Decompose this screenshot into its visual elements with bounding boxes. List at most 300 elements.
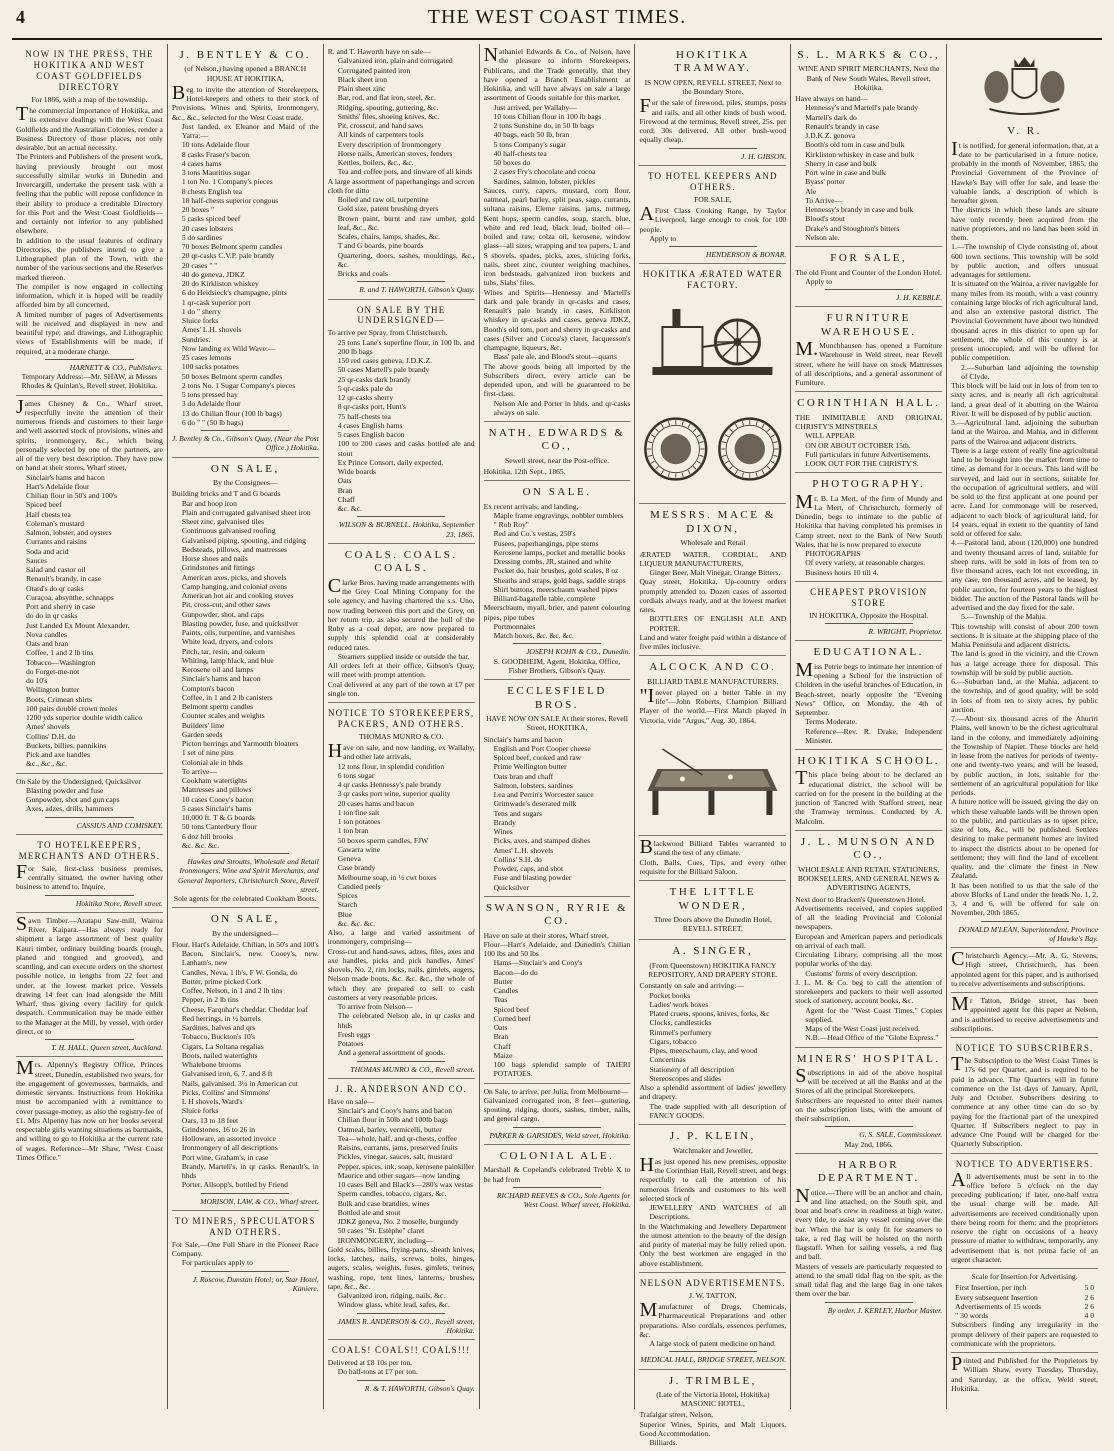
advertisement: [16, 44, 163, 396]
ad-paragraph: The compiler is now engaged in collecting information, which it is hoped will be readily afforded him by all concerned.: [16, 282, 163, 310]
ad-paragraph: Christchurch Agency.—Mr. A. G. Stevens, High street, Christchurch, has been appointed agent for this paper, and is authorised to receive advertisements and subscriptions.: [951, 951, 1098, 988]
list-item: Ames' L.H. shovels: [172, 325, 319, 334]
list-item: 100 bags splendid sample of TAIERI POTATOES.: [484, 1060, 631, 1079]
advertisement: [795, 307, 942, 392]
ad-paragraph: The land is good in the vicinity, and the Crown has a large acreage there for disposal. This township will be sold by public auction.: [951, 649, 1098, 677]
ad-footnote: S. GOODHEIM, Agent, Hokitika, Office, Fisher Brothers, Gibson's Quay.: [484, 657, 631, 676]
list-item: LOOK OUT FOR THE CHRISTY'S.: [795, 459, 942, 468]
list-item: Soda and acid: [16, 547, 163, 556]
ad-subheading: (of Nelson,) having opened a BRANCH HOUSE AT HOKITIKA,: [172, 64, 319, 83]
ad-paragraph: Nathaniel Edwards & Co., of Nelson, have the pleasure to inform Storekeepers, Publicans, and the Trade generally, that they have opened a Branch Establishment at Hokitika, and will have always on sale a large assortment of Goods suitable for this market.: [484, 47, 631, 103]
list-item: 50 boxes Belmont sperm candles: [172, 372, 319, 381]
advertisement: [328, 44, 475, 300]
divider: [201, 853, 289, 854]
ad-heading: HOKITIKA SCHOOL.: [795, 755, 942, 768]
list-item: Hart's Adelaide flour: [16, 482, 163, 491]
list-item: Kerosene oil and lamps: [172, 665, 319, 674]
list-item: Coleman's mustard: [16, 519, 163, 528]
ad-paragraph: Land and water freight paid within a distance of five miles inclusive.: [639, 633, 786, 652]
list-item: Currants and raisins: [16, 537, 163, 546]
advertisement: [795, 641, 942, 750]
ad-paragraph: Has just opened his new premises, opposite the Corinthian Hall, Revell street, and begs respectfully to call the attention of his numerous friends and customers to his well selected stock of: [639, 1157, 786, 1203]
list-item: Bedsteads, pillows, and mattresses: [172, 545, 319, 554]
list-item: And a general assortment of goods.: [328, 1048, 475, 1057]
list-item: Maps of the West Coast just received.: [795, 1024, 942, 1033]
ad-paragraph: Miss Petrie begs to intimate her intention of opening a School for the instruction of Children in the useful branches of Education, in Beach-street, nearly opposite the "Evening News" Office, on Monday, the 4th of September.: [795, 662, 942, 718]
advertisement: [172, 908, 319, 1211]
list-item: Blasting powder, fuse, and quicksilver: [172, 619, 319, 628]
list-item: 13 do Chilian flour (100 lb bags): [172, 409, 319, 418]
list-item: Melbourne soap, in ½ cwt boxes: [328, 873, 475, 882]
advertisement: [172, 458, 319, 909]
list-item: Ironmongery of all descriptions: [172, 1143, 319, 1152]
rate-row: [951, 1302, 1098, 1311]
list-item: 8 chests English tea: [172, 187, 319, 196]
list-item: Sherry in case and bulk: [795, 159, 942, 168]
divider: [45, 817, 133, 818]
list-item: 4 cases English hams: [328, 421, 475, 430]
ad-footnote: Temporary Address:—Mr. SHAW, at Messrs Rhodes & Quinlan's, Revell street, Hokitika.: [16, 372, 163, 391]
list-item: Every description of Ironmongery: [328, 140, 475, 149]
list-item: 20 cases " ": [172, 261, 319, 270]
column-3: [324, 44, 480, 1409]
list-item: Hokitika, 12th Sept., 1865.: [484, 467, 631, 476]
ad-paragraph: Printed and Published for the Proprietors by William Shaw, every Tuesday, Thursday, and Saturday, at the office, Weld street, Hokitika.: [951, 1356, 1098, 1393]
ad-paragraph: Notice.—There will be an anchor and chain, and line attached, on the South spit, and boat and boat's crew in readiness at high water, every tide, to assist any vessel coming over the bar. When the bar is only fit for steamers to take, a red flag will be hoisted on the north flagstaff. When for sailing vessels, a red flag and ball.: [795, 1188, 942, 1262]
ad-paragraph: It is situated on the Wairoa, a river navigable for many miles from its mouth, with a vast country containing large blocks of rich agricultural land, and also an extensive pastoral district. The Provincial Government have about two hundred thousand acres in this district to open up for settlement, the whole of this country is at present unoccupied, and will be offered for public competition.: [951, 279, 1098, 362]
list-item: &c. &c. &c.: [172, 841, 319, 850]
ad-heading: COALS. COALS. COALS.: [328, 549, 475, 576]
list-item: To Arrive—: [795, 196, 942, 205]
list-item: Maurice and other sugars—now landing: [328, 1171, 475, 1180]
list-item: 1 ton potatoes: [328, 817, 475, 826]
list-item: JDKZ geneva, No. 2 moselle, burgundy: [328, 1217, 475, 1226]
ad-paragraph: Wines and Spirits—Hennessy and Martell's dark and pale brandy in qr-casks and cases, Renault's pale brandy in cases, Kirkliston whiskey in qr-casks and cases, geneva JDKZ, Booth's old tom, port and sherry in qr-casks and cases (Silver and Cocoa's) claret, Jacquesson's champagne, liqueurs, &c.: [484, 288, 631, 353]
list-item: do do in qr casks: [16, 611, 163, 620]
list-item: Salmon, lobster, and oysters: [16, 528, 163, 537]
list-item: Picks, axes, and stamped dishes: [484, 836, 631, 845]
list-item: Compton's bacon: [172, 684, 319, 693]
ad-heading: ECCLESFIELD BROS.: [484, 685, 631, 712]
ad-paragraph: Subscriptions in aid of the above hospital will be received at all the Banks and at the Stores of all the principal Storekeepers.: [795, 1068, 942, 1096]
list-item: 20 cases lobsters: [172, 224, 319, 233]
list-item: Customs' forms of every description.: [795, 969, 942, 978]
divider: [825, 1126, 913, 1127]
list-item: Nelson Ale and Porter in hhds. and qr-casks always on sale.: [484, 399, 631, 418]
list-item: Lea and Perrin's Worcester sauce: [484, 790, 631, 799]
ad-heading: SWANSON, RYRIE & CO.: [484, 902, 631, 929]
list-item: 5.—Township of the Mahia.: [951, 612, 1098, 621]
ad-footnote: Sole agents for the celebrated Cookham Boots.: [172, 894, 319, 903]
list-item: Apply to: [639, 234, 786, 243]
advertisement: [639, 1370, 786, 1451]
ad-paragraph: The commercial importance of Hokitika, and its extensive dealings with the West Coast Goldfields and the Australian Colonies, render a Business Directory of those places, not only desirable, but an actual necessity.: [16, 106, 163, 152]
list-item: Boots, Crimean shirts: [16, 695, 163, 704]
list-item: 25 tons Lane's superfine flour, in 100 lb. and 200 lb bags: [328, 338, 475, 357]
ad-paragraph: Sauces, curry, capers, mustard, corn flour, oatmeal, pearl barley, split peas, sago, currants, sultana raisins, Eleme raisins, jams, nutmeg, Kent hops, sperm candles, soap, starch, blue, white and red lead, black lead, boiled oil—boiled and raw, colza oil, kerosene, window glass—all sizes, wrapping and tea papers, L and S shovels, spades, picks, axes, sluicing forks, nails, sheet zinc, counter weighing machines, iron bedsteads, galvanized iron buckets and tubs, Slabs' files.: [484, 186, 631, 288]
list-item: Oats bran and chaff: [484, 772, 631, 781]
column-5: [635, 44, 791, 1409]
list-item: 1 qr-cask superior port: [172, 298, 319, 307]
list-item: Blood's stout: [795, 214, 942, 223]
list-item: 40 half-chests tea: [484, 149, 631, 158]
list-item: Pit, crosscut, and hand saws: [328, 121, 475, 130]
list-item: Have on sale at their stores, Wharf street,: [484, 931, 631, 940]
list-item: Spiced beef: [484, 1005, 631, 1014]
list-item: Of every variety, at reasonable charges.: [795, 558, 942, 567]
list-item: ÆRATED WATER, CORDIAL, AND LIQUEUR MANUFACTURERS,: [639, 550, 786, 569]
list-item: Bulk and case brandies, wines: [328, 1199, 475, 1208]
list-item: Hams—Sinclair's and Cooy's: [484, 958, 631, 967]
list-item: Oatmeal, barley, vermicelli, butter: [328, 1125, 475, 1134]
list-item: PHOTOGRAPHS: [795, 549, 942, 558]
ad-paragraph: James Chesney & Co., Wharf street, respectfully invite the attention of their numerous friends and customers to their large and well assorted stock of provisions, wines and spirits, ironmongery, &c., which being personally selected by one of the partners, are all of the very best description. They have now on hand at their stores, Wharf street,: [16, 399, 163, 473]
list-item: Coffee, 1 and 2 lb tins: [16, 648, 163, 657]
list-item: Gold size, patent brushing dryers: [328, 204, 475, 213]
ad-signature: J. H. GIBSON.: [639, 152, 786, 161]
list-item: N.B.—Head Office of the "Globe Express.": [795, 1033, 942, 1042]
list-item: Sundries.: [172, 335, 319, 344]
medal-seal-icon: [716, 403, 784, 495]
list-item: Potatoes: [328, 1039, 475, 1048]
divider: [825, 623, 913, 624]
list-item: 150 red cases geneva, J.D.K.Z.: [328, 356, 475, 365]
list-item: Tobacco—Washington: [16, 658, 163, 667]
list-item: Raisins, currants, jams, preserved fruits: [328, 1143, 475, 1152]
divider: [357, 516, 445, 517]
list-item: WILL APPEAR: [795, 431, 942, 440]
list-item: 100 pairs double crown moles: [16, 704, 163, 713]
ad-paragraph: Clarke Bros. having made arrangements with the Grey Coal Mining Company for the sole agency, and having chartered the s.s. Uno, now trading between this port and the Grey, on her return trip, as also secured the hull of the Ruby as a coal depot, are now prepared to supply this splendid coal at considerably reduced rates.: [328, 578, 475, 652]
list-item: 3 qr casks port wine, superior quality: [328, 789, 475, 798]
list-item: ON OR ABOUT OCTOBER 15th.: [795, 441, 942, 450]
ad-signature: J. H. KEBBLE.: [795, 293, 942, 302]
list-item: Cookham watertights: [172, 776, 319, 785]
list-item: Just Landed Ex Mount Alexander.: [16, 621, 163, 630]
list-item: Sinclair's hams and bacon: [172, 674, 319, 683]
list-item: Coffee, Nelson, in 1 and 2 lb tins: [172, 986, 319, 995]
ad-subheading: Three Doors above the Dunedin Hotel, REVELL STREET.: [639, 915, 786, 934]
ad-signature: Hawkes and Stroutts, Wholesale and Retail Ironmongers, Wine and Spirit Merchants, and General Importers, Christchurch Store, Revell street.: [172, 857, 319, 894]
rate-label: Every subsequent Insertion: [955, 1293, 1038, 1302]
list-item: Wellington butter: [16, 685, 163, 694]
list-item: Sardines, halves and qrs: [172, 1023, 319, 1032]
column-4: [480, 44, 636, 1409]
list-item: IRONMONGERY, including—: [328, 1236, 475, 1245]
list-item: Hennessy's brandy in case and bulk: [795, 205, 942, 214]
rate-label: First Insertion, per inch: [955, 1283, 1026, 1292]
advertisement: [639, 44, 786, 166]
list-item: Paints, oils, turpentine, and varnishes: [172, 628, 319, 637]
list-item: Boiled and raw oil, turpentine: [328, 195, 475, 204]
ad-heading: HARBOR DEPARTMENT.: [795, 1159, 942, 1186]
divider: [201, 1193, 289, 1194]
ad-signature: JAMES R. ANDERSON & CO., Revell street, Hokitika.: [328, 1317, 475, 1336]
ad-subheading: For 1866, with a map of the township.: [16, 95, 163, 104]
advertisement: [328, 1340, 475, 1397]
list-item: Ginger Beer, Malt Vinegar, Orange Bitters,: [639, 568, 786, 577]
list-item: BOTTLERS OF ENGLISH ALE AND PORTER.: [639, 614, 786, 633]
list-item: Galvanised iron, 6, 7, and 8 ft: [172, 1069, 319, 1078]
list-item: Ale: [795, 187, 942, 196]
ad-heading: NOW IN THE PRESS, THE HOKITIKA AND WEST COAST GOLDFIELDS DIRECTORY: [16, 49, 163, 93]
divider: [513, 1127, 601, 1128]
ad-subheading: HAVE NOW ON SALE At their stores, Revell Street, HOKITIKA,: [484, 714, 631, 733]
list-item: &c. &c.: [328, 504, 475, 513]
ad-paragraph: Beg to invite the attention of Storekeepers, Hotel-keepers and others to their stock of Provisions, Wines and Spirits, Ironmongery, &c., &c., selected for the West Coast trade.: [172, 85, 319, 122]
list-item: Ridging, spouting, guttering, &c.: [328, 103, 475, 112]
ad-heading: J. TRIMBLE,: [639, 1375, 786, 1388]
list-item: 3 do Adelaide flour: [172, 399, 319, 408]
list-item: 4 qr casks Hennessy's pale brandy: [328, 780, 475, 789]
list-item: Grindstones, 16 to 26 in: [172, 1125, 319, 1134]
ad-paragraph: Galvanized corrugated iron, 8 feet—guttering, spouting, ridging, doors, sashes, timber, nails, and general cargo.: [484, 1096, 631, 1124]
list-item: Otard's do qr casks: [16, 584, 163, 593]
list-item: Bar, rod, and flat iron, steel, &c.: [328, 93, 475, 102]
ad-subheading: IN HOKITIKA, Opposite the Hospital.: [795, 611, 942, 620]
ad-paragraph: All orders left at their office, Gibson's Quay, will meet with prompt attention.: [328, 661, 475, 680]
ad-paragraph: 7.—About six thousand acres of the Ahuriri Plains, well known to be the richest agricultural land in the colony, and immediately adjoining the Township of Napier. These blocks are held in lease from the natives for periods of twenty-one and twenty-two years, and will be leased, by public auction, in lots, suitable for the settlement of an agricultural population for like periods.: [951, 714, 1098, 797]
list-item: 2 cases Fry's chocolate and cocoa: [484, 167, 631, 176]
list-item: T and G boards, pine boards: [328, 241, 475, 250]
ad-signature: T. H. HALL, Queen street, Auckland.: [16, 1043, 163, 1052]
list-item: Have always on hand—: [795, 94, 942, 103]
list-item: Cigars, tobacco: [639, 1037, 786, 1046]
ad-paragraph: AFirst Class Cooking Range, by Taylor Liverpool, large enough to cook for 100 people.: [639, 206, 786, 234]
list-item: Maize: [484, 1051, 631, 1060]
list-item: Camp hanging, and colonial ovens: [172, 582, 319, 591]
ad-paragraph: It is notified, for general information, that, at a date to be particularised in a future notice, probably in the month of November, 1865, the Provincial Government of the Province of Hawke's Bay will offer for sale, and lease the valuable lands, a description of which is hereafter given.: [951, 141, 1098, 206]
list-item: Gunpowder, shot, and caps: [172, 610, 319, 619]
list-item: To arrive—: [172, 767, 319, 776]
list-item: Plain sheet zinc: [328, 84, 475, 93]
list-item: Port and sherry in case: [16, 602, 163, 611]
advertisement: [484, 1084, 631, 1145]
list-item: Whiting, lamp black, and blue: [172, 656, 319, 665]
list-item: Coffee, in 1 and 2 lb canisters: [172, 693, 319, 702]
list-item: Pepper, in 2 lb tins: [172, 995, 319, 1004]
list-item: Candied peels: [328, 882, 475, 891]
list-item: Whalebone brooms: [172, 1060, 319, 1069]
list-item: 25 qr-casks dark brandy: [328, 375, 475, 384]
ad-paragraph: For Sale, first-class business premises, centrally situated, the owner having other business to attend to. Inquire,: [16, 864, 163, 892]
list-item: Sheaths and straps, gold bags, saddle straps: [484, 576, 631, 585]
list-item: 70 boxes Belmont sperm candles: [172, 242, 319, 251]
rate-value: 5 0: [1085, 1283, 1095, 1292]
masthead: [12, 6, 1102, 40]
ad-footnote: May 2nd, 1866.: [795, 1140, 942, 1149]
column-6: [791, 44, 947, 1409]
ad-paragraph: Also, a large and varied assortment of ironmongery, comprising—: [328, 928, 475, 947]
list-item: 5 tons pressed hay: [172, 390, 319, 399]
list-item: Fresh eggs: [328, 1030, 475, 1039]
list-item: 40 do geneva, JDKZ: [172, 270, 319, 279]
list-item: Stationery of all description: [639, 1065, 786, 1074]
list-item: Curaçoa, absynthe, schnapps: [16, 593, 163, 602]
ad-signature: HARNETT & CO., Publishers.: [16, 363, 163, 372]
list-item: English and Port Cooper cheese: [484, 744, 631, 753]
ad-paragraph: The districts in which these lands are situate have only recently been acquired from the native proprietors, and no land has been sold in them.: [951, 205, 1098, 242]
advertisement: [16, 913, 163, 1058]
list-item: 6 do Heidsieck's champagne, pints: [172, 288, 319, 297]
list-item: 6 do " " (50 lb bags): [172, 418, 319, 427]
list-item: Reference—Rev. R. Drake, Independent Minister.: [795, 727, 942, 746]
advertisement: [951, 44, 1098, 948]
list-item: Belmont sperm candles: [172, 702, 319, 711]
list-item: Prime Wellington butter: [484, 762, 631, 771]
list-item: Blasting powder and fuse: [16, 786, 163, 795]
list-item: Cheese, Farquhar's cheddar. Cheddar loaf: [172, 1005, 319, 1014]
list-item: Collins' D.H. do: [16, 732, 163, 741]
list-item: Bass' pale ale, and Blood's stout—quarts: [484, 352, 631, 361]
ad-heading: V. R.: [951, 125, 1098, 138]
list-item: Kirkliston whiskey in case and bulk: [795, 150, 942, 159]
ad-signature: J. Roscow, Dunstan Hotel; or, Star Hotel, Kaniere.: [172, 1275, 319, 1294]
list-item: Renault's brandy, in case: [16, 574, 163, 583]
list-item: Chilian flour in 50's and 100's: [16, 491, 163, 500]
divider: [45, 1039, 133, 1040]
list-item: Bar and hoop iron: [172, 499, 319, 508]
list-item: Plain and corrugated galvanised sheet iron: [172, 508, 319, 517]
list-item: THE INIMITABLE AND ORIGINAL CHRISTY'S MINSTRELS: [795, 413, 942, 432]
list-item: Salad and castor oil: [16, 565, 163, 574]
list-item: To arrive per Spray, from Christchurch.: [328, 328, 475, 337]
list-item: Geneva: [328, 854, 475, 863]
ad-signature: RICHARD REEVES & CO., Sole Agents for West Coast. Wharf street, Hokitika.: [484, 1191, 631, 1210]
list-item: L H shovels, Ward's: [172, 1097, 319, 1106]
list-item: Have on sale—: [328, 1097, 475, 1106]
ad-signature: R. WRIGHT, Proprietor.: [795, 627, 942, 636]
list-item: The old Front and Counter of the London Hotel.: [795, 268, 942, 277]
list-item: 6 tons sugar: [328, 771, 475, 780]
advertisement: [795, 473, 942, 582]
list-item: Bricks and coals: [328, 269, 475, 278]
ad-subheading: Watchmaker and Jeweller,: [639, 1146, 786, 1155]
ad-subheading: (From Queenstown) HOKITIKA FANCY REPOSITORY, AND DRAPERY STORE.: [639, 961, 786, 980]
advertisement: [484, 44, 631, 422]
advertisement: [639, 264, 786, 504]
list-item: Now landing ex Wild Wave:—: [172, 344, 319, 353]
list-item: Maple frame engravings, nobbler tumblers: [484, 511, 631, 520]
divider: [45, 359, 133, 360]
list-item: 3 tons Mauritius sugar: [172, 168, 319, 177]
divider: [981, 921, 1069, 922]
list-item: 2.—Suburban land adjoining the township of Clyde.: [951, 363, 1098, 382]
list-item: Galvanized iron, ridging, nails, &c.: [328, 1291, 475, 1300]
ad-paragraph: 4.—Pastoral land, about (120,000) one hundred and twenty thousand acres of land, suitable for sheep runs, will be sold in lots of from ten to five thousand acres, each lot not exceeding, in any case, ten thousand acres, and be leased, by public auction, for fourteen years to the highest bidder. The auction of the Pastoral lands will be advertised and the day fixed for the sale.: [951, 538, 1098, 612]
divider: [357, 1061, 445, 1062]
list-item: 50 tons Canterbury flour: [172, 822, 319, 831]
ad-paragraph: Cloth, Balls, Cues, Tips, and every other requisite for the Billiard Saloon.: [639, 858, 786, 877]
list-item: Butter: [484, 977, 631, 986]
ad-heading: ON SALE BY THE UNDERSIGNED—: [328, 305, 475, 327]
ad-paragraph: Masters of vessels are particularly requested to attend to the small tidal flag on the spit, as the small tidal flag and the large flag in one takes them over the bar.: [795, 1262, 942, 1299]
list-item: Candles, Neva, 1 lb's, F W. Gonda, do: [172, 968, 319, 977]
list-item: Terms Moderate.: [795, 717, 942, 726]
list-item: For Sale,—One Full Share in the Pioneer Race Company.: [172, 1240, 319, 1259]
list-item: Steamers supplied inside or outside the bar.: [328, 652, 475, 661]
list-item: 5 cases English bacon: [328, 430, 475, 439]
ad-paragraph: A limited number of pages of Advertisements will be received and displayed in new and beautiful type; and drawings, and Lithographic views of Establishments will be made, if required, at a moderate charge.: [16, 310, 163, 356]
list-item: " Rob Roy": [484, 520, 631, 529]
list-item: 20 cases hams and bacon: [328, 799, 475, 808]
list-item: Bacon—do do: [484, 968, 631, 977]
list-item: Grimwade's deserated milk: [484, 799, 631, 808]
advertisement: [484, 897, 631, 1084]
ad-subheading: IS NOW OPEN, REVELL STREET, Next to the Boundary Store.: [639, 78, 786, 97]
advertisement: [795, 44, 942, 247]
advertisement: [16, 774, 163, 835]
list-item: Nova candles: [16, 630, 163, 639]
ad-signature: G. S. SALE, Commissioner.: [795, 1130, 942, 1139]
ad-paragraph: All advertisements must be sent in to the office before 5 o'clock on the day preceding publication; if later, one-half extra the usual charge will be made. All advertisements are received conditionally upon there being room for them; and the proprietors reserve the right on occasions of a heavy pressure of matter to withdraw, temporarily, any advertisement that is not prima facie of an urgent character.: [951, 1172, 1098, 1265]
list-item: Sinclair's and Cooy's hams and bacon: [328, 1106, 475, 1115]
list-item: Picks, Collins' and Simmons': [172, 1088, 319, 1097]
ad-heading: HOKITIKA ÆRATED WATER FACTORY.: [639, 269, 786, 291]
list-item: 40 bags, each 50 lb, bran: [484, 130, 631, 139]
ad-paragraph: M.Munchhausen has opened a Furniture Warehouse in Weld street, near Revell street, where he will have on stock Mattresses of all descriptions, and a general assortment of Furniture.: [795, 341, 942, 387]
list-item: Bottled ale and stout: [328, 1208, 475, 1217]
list-item: 1 ton No. 1 Company's pieces: [172, 177, 319, 186]
list-item: Horse shoes and nails: [172, 554, 319, 563]
columns: [12, 44, 1102, 1409]
advertisement: [951, 1154, 1098, 1269]
advertisement: [484, 481, 631, 680]
advertisement: [639, 1273, 786, 1370]
ad-heading: CORINTHIAN HALL.: [795, 397, 942, 410]
ad-heading: FOR SALE,: [795, 252, 942, 265]
rate-label: " 30 words: [955, 1311, 988, 1320]
list-item: 50 cases Martell's pale brandy: [328, 365, 475, 374]
list-item: Pepper, spices, ink, soap, kerosene painkiller: [328, 1162, 475, 1171]
ad-subheading: WINE AND SPIRIT MERCHANTS, Next the Bank of New South Wales, Revell street, Hokitika.: [795, 64, 942, 92]
advertisement: [484, 680, 631, 897]
list-item: Case brandy: [328, 863, 475, 872]
list-item: Do half-tons at £7 per ton.: [328, 1367, 475, 1376]
ad-paragraph: Quay street, Hokitika, Up-country orders promptly attended to. Dozen cases of assorted cordials always ready, and at the lowest market rates.: [639, 577, 786, 614]
rate-label: Advertisements of 15 words: [955, 1302, 1041, 1311]
list-item: Renault's brandy in case: [795, 122, 942, 131]
ad-paragraph: Also a splendid assortment of ladies' jewellery and drapery.: [639, 1083, 786, 1102]
ad-paragraph: The Printers and Publishers of the present work, having previously brought out most successfully similar works in Dunedin and Invercargill, undertake the present task with a feeling that the public will repose confidence in their ability to produce a creditable Directory for this Port and the West Coast Goldfields—and certainly not inferior to any published elsewhere.: [16, 152, 163, 235]
list-item: JEWELLERY AND WATCHES of all Descriptions.: [639, 1203, 786, 1222]
list-item: 100 to 200 cases and casks bottled ale and stout: [328, 439, 475, 458]
ad-heading: NOTICE TO SUBSCRIBERS.: [951, 1043, 1098, 1054]
list-item: Booth's old tom in case and bulk: [795, 140, 942, 149]
list-item: Holloware, an assorted invoice: [172, 1134, 319, 1143]
list-item: American hot air and cooking stoves: [172, 591, 319, 600]
ad-heading: COLONIAL ALE.: [484, 1150, 631, 1163]
ad-subheading: By the Consignees—: [172, 478, 319, 487]
list-item: For particulars apply to: [172, 1258, 319, 1267]
list-item: 10 cases Bell and Black's—280's wax vestas: [328, 1180, 475, 1189]
list-item: Shirt buttons, meerschaum washed pipes: [484, 585, 631, 594]
list-item: A large stock of patent medicine on hand.: [639, 1339, 786, 1348]
column-2: [168, 44, 324, 1409]
divider: [669, 246, 757, 247]
list-item: Constantly on sale and arriving:—: [639, 981, 786, 990]
list-item: Continuous galvanised roofing: [172, 526, 319, 535]
list-item: Port wine in case and bulk: [795, 168, 942, 177]
list-item: Drake's and Stoughton's bitters: [795, 224, 942, 233]
list-item: All kinds of carpenters tools: [328, 130, 475, 139]
list-item: Building bricks and T and G boards: [172, 489, 319, 498]
list-item: Corrugated painted iron: [328, 66, 475, 75]
divider: [513, 1187, 601, 1188]
divider: [669, 148, 757, 149]
advertisement: [639, 166, 786, 264]
list-item: 10 tons Adelaide flour: [172, 140, 319, 149]
